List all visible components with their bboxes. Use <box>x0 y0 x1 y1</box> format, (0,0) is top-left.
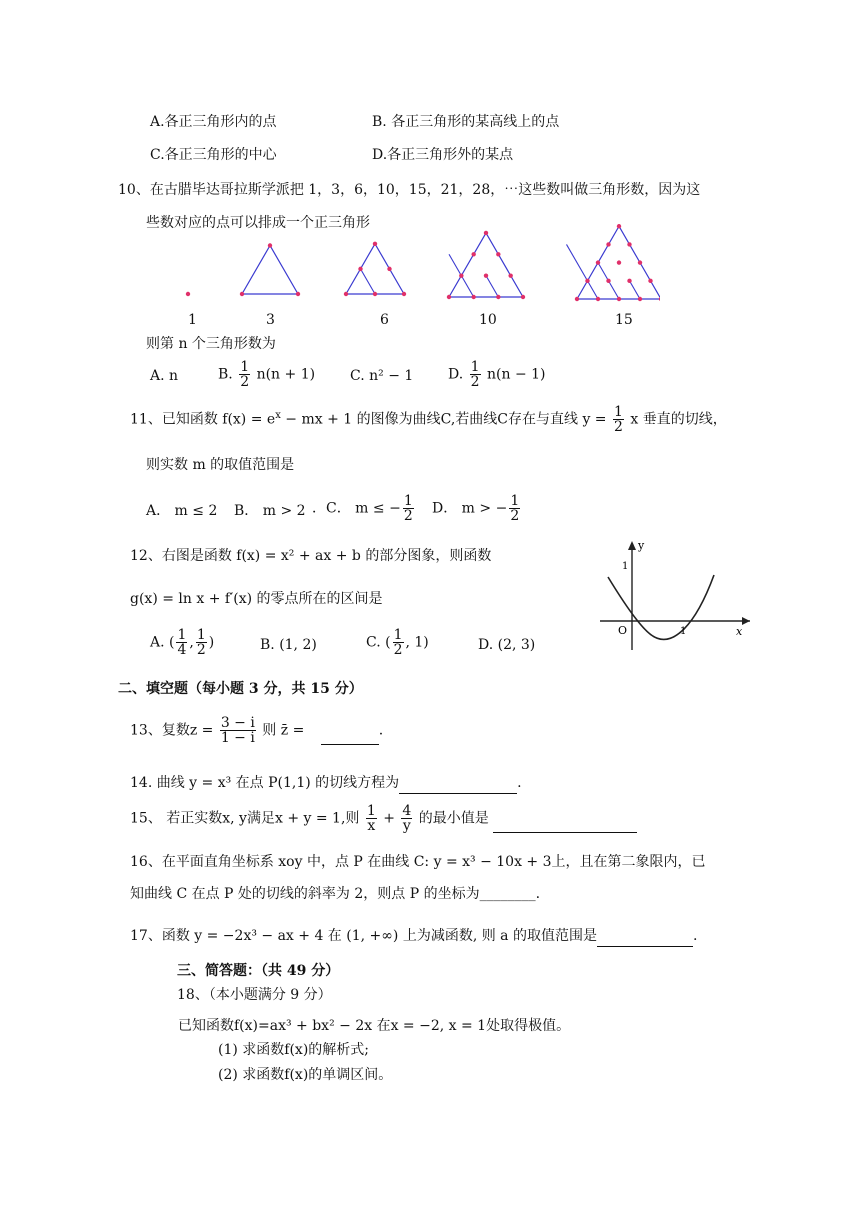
q10-line1: 10、在古腊毕达哥拉斯学派把 1，3，6，10，15，21，28，⋯这些数叫做三角形数，因为这 <box>118 182 701 198</box>
triangle-dot <box>373 292 377 296</box>
triangle-dot <box>596 297 600 301</box>
q10-prompt: 则第 n 个三角形数为 <box>146 336 276 352</box>
triangle-dot <box>575 297 579 301</box>
triangle-label-15: 15 <box>615 312 633 328</box>
graph-tick-y: 1 <box>622 561 629 572</box>
q10-option-c: C. n² − 1 <box>350 368 414 384</box>
triangle-dot <box>606 242 610 246</box>
q15-answer-blank[interactable] <box>493 816 637 833</box>
q12-function-graph <box>590 535 760 655</box>
triangle-numbers-figure <box>160 215 660 315</box>
section2-title: 二、填空题（每小题 3 分，共 15 分） <box>118 681 363 697</box>
triangle-dot <box>585 279 589 283</box>
triangle-dot <box>638 260 642 264</box>
triangle-dot <box>358 267 362 271</box>
q15: 15、 若正实数x, y满足x + y = 1,则 $\frac{1}{x}$ + $\frac{4}{y}$ 的最小值是 <box>130 804 637 833</box>
section3-title: 三、简答题：（共 49 分） <box>177 963 340 979</box>
triangle-dot <box>240 292 244 296</box>
q13: 13、复数z = $\frac{3 - i}{1 - i}$ 则 z̄ = . <box>130 715 384 746</box>
graph-y-label: y <box>638 539 645 552</box>
q14-answer-blank[interactable] <box>399 777 517 794</box>
q12-option-d: D. (2, 3) <box>478 637 536 653</box>
q17-answer-blank[interactable] <box>597 930 693 947</box>
q12-option-a: A. ( $\frac{1}{4}$ , $\frac{1}{2}$ ) <box>150 627 215 658</box>
triangle-dot <box>484 273 488 277</box>
triangle-dot <box>617 260 621 264</box>
triangle-dot <box>459 273 463 277</box>
graph-tick-x: 1 <box>680 626 687 637</box>
q9-option-a: A.各正三角形内的点 <box>150 114 277 130</box>
q18-title: 18、（本小题满分 9 分） <box>177 987 332 1003</box>
triangle-dot <box>387 267 391 271</box>
triangle-dot <box>496 295 500 299</box>
q10-option-d: D. $\frac{1}{2}$ n(n − 1) <box>448 359 546 390</box>
q9-option-d: D.各正三角形外的某点 <box>372 147 514 163</box>
q18-stem: 已知函数f(x)=ax³ + bx² − 2x 在x = −2, x = 1处取得极值。 <box>178 1018 571 1034</box>
triangle-dot <box>648 279 652 283</box>
triangle-dot <box>617 224 621 228</box>
q10-option-b: B. $\frac{1}{2}$ n(n + 1) <box>218 359 316 390</box>
q11-option-d: D． m > − $\frac{1}{2}$ <box>432 493 520 524</box>
triangle-dot <box>471 252 475 256</box>
triangle-dot <box>496 252 500 256</box>
triangle-3 <box>240 243 300 296</box>
triangle-dot <box>373 242 377 246</box>
triangle-6 <box>344 242 406 297</box>
q12-option-b: B. (1, 2) <box>260 637 317 653</box>
q12-line1: 12、右图是函数 f(x) = x² + ax + b 的部分图象，则函数 <box>130 548 492 564</box>
triangle-dot <box>296 292 300 296</box>
q11-option-c: ．C． m ≤ − $\frac{1}{2}$ <box>312 493 413 524</box>
triangle-dot <box>627 242 631 246</box>
q11-option-a: A． m ≤ 2 <box>146 503 218 519</box>
triangle-dot <box>617 297 621 301</box>
q11-option-b: B． m > 2 <box>234 503 306 519</box>
q12-line2: g(x) = ln x + f′(x) 的零点所在的区间是 <box>130 591 383 607</box>
triangle-label-1: 1 <box>188 312 197 328</box>
q18-part2: (2) 求函数f(x)的单调区间。 <box>218 1067 393 1083</box>
q11-line2: 则实数 m 的取值范围是 <box>146 457 295 473</box>
triangle-15 <box>567 224 661 301</box>
graph-x-label: x <box>736 625 743 638</box>
triangle-dot <box>596 260 600 264</box>
q14: 14. 曲线 y = x³ 在点 P(1,1) 的切线方程为 . <box>130 772 522 794</box>
triangle-10 <box>447 231 525 299</box>
q18-part1: (1) 求函数f(x)的解析式; <box>218 1042 369 1058</box>
q16-line1: 16、在平面直角坐标系 xoy 中，点 P 在曲线 C: y = x³ − 10x + 3上，且在第二象限内，已 <box>130 854 706 870</box>
triangle-label-3: 3 <box>266 312 275 328</box>
q12-option-c: C. ( $\frac{1}{2}$ , 1) <box>366 627 429 658</box>
triangle-label-10: 10 <box>479 312 497 328</box>
triangle-dot <box>627 279 631 283</box>
triangle-dot <box>638 297 642 301</box>
triangle-dot <box>508 273 512 277</box>
triangle-1 <box>186 292 190 296</box>
q11-line1: 11、已知函数 $f(x) = e^x$ − mx + 1 的图像为曲线C,若曲线C存在与直线 y = $\frac{1}{2}$ x 垂直的切线， <box>130 404 727 435</box>
q9-option-b: B. 各正三角形的某高线上的点 <box>372 114 560 130</box>
triangle-dot <box>606 279 610 283</box>
triangle-dot <box>402 292 406 296</box>
q10-line2: 些数对应的点可以排成一个正三角形 <box>146 215 370 231</box>
graph-origin-label: O <box>618 624 628 637</box>
q9-option-c: C.各正三角形的中心 <box>150 147 277 163</box>
triangle-dot <box>268 243 272 247</box>
triangle-dot <box>344 292 348 296</box>
triangle-dot <box>447 295 451 299</box>
q16-line2: 知曲线 C 在点 P 处的切线的斜率为 2，则点 P 的坐标为________. <box>130 886 541 902</box>
triangle-label-6: 6 <box>380 312 389 328</box>
triangle-dot <box>471 295 475 299</box>
triangle-dot <box>484 231 488 235</box>
q17: 17、函数 y = −2x³ − ax + 4 在 (1, +∞) 上为减函数, 则 a 的取值范围是 . <box>130 925 697 947</box>
triangle-dot <box>521 295 525 299</box>
q13-answer-blank[interactable] <box>321 728 379 745</box>
q10-option-a: A. n <box>150 368 179 384</box>
triangle-dot <box>186 292 190 296</box>
triangle-dot <box>659 297 660 301</box>
